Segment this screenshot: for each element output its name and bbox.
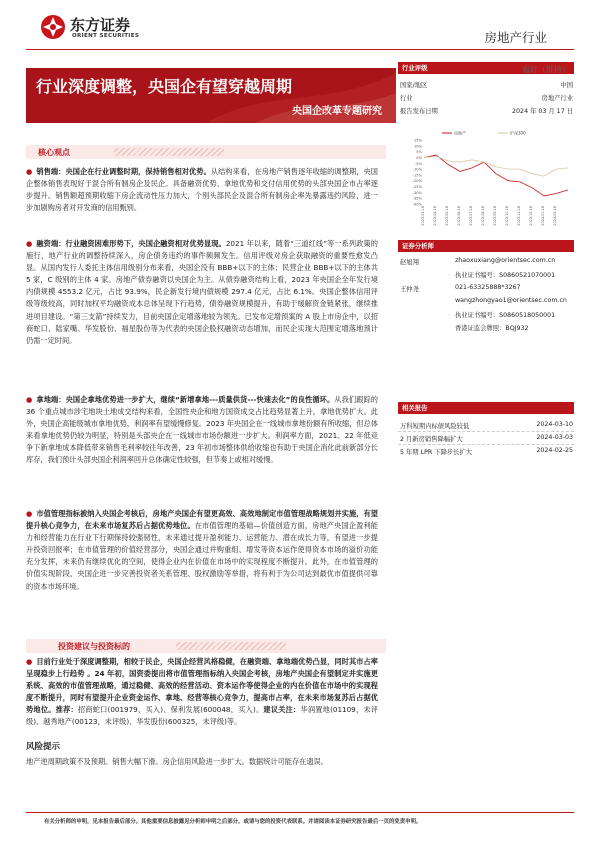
rating-value: 看好（维持） (522, 65, 570, 74)
logo-text-en: ORIENT SECURITIES (72, 33, 140, 39)
related-report-title[interactable]: 5 年期 LPR 下降步长扩大 (400, 449, 473, 456)
orient-securities-logo-icon (40, 14, 66, 40)
divider (398, 431, 574, 432)
analyst-email[interactable]: wangzhongyao1@orientsec.com.cn (455, 297, 567, 304)
bullet-lead: 拿地端：央国企拿地优势进一步扩大，继续“新增拿地---质量供货---快速去化”的良性循环。 (36, 395, 335, 404)
y-tick-label: -10% (412, 167, 422, 172)
x-tick-label: 2023-05-16 (445, 206, 449, 226)
investment-advice-label: 投资建议与投资标的 (58, 642, 130, 651)
investment-bullet (26, 656, 378, 729)
watch-label: 建议关注： (263, 705, 301, 715)
analyst-name: 王仲尧 (400, 286, 419, 293)
y-tick-label: 0% (416, 155, 422, 160)
core-bullet (26, 238, 378, 347)
x-tick-label: 2023-10-16 (505, 206, 509, 226)
analyst-license: 执业证书编号：S0860521070001 (455, 272, 556, 279)
report-title: 行业深度调整，央国企有望穿越周期 (36, 77, 293, 96)
recommend-label: 推荐： (55, 705, 78, 715)
report-subtitle: 央国企改革专题研究 (292, 106, 382, 117)
report-banner (26, 68, 396, 123)
investment-advice-head (26, 639, 386, 653)
bullet-lead: 融资端：行业融资困难形势下，央国企融资相对优势显现。 (36, 239, 226, 248)
bullet-body: 从结构来看，在房地产销售逐年收缩的调整期，央国企整体销售表现好于混合所有制房企及民企。具备融资优势、拿地优势和交付信用优势的头部央国企市占率逐步提升。销售额超预期收缩下房企流动性压力加大，个别头部民企及混合所有制房企率先暴露违约风险，进一步加剧购房者对开发商的信用甄别。 (26, 167, 378, 213)
related-report-title[interactable]: 2 月新房销售降幅扩大 (400, 436, 463, 443)
footer-divider (26, 812, 574, 813)
y-tick-label: 10% (414, 144, 422, 149)
bullet-body: 2021 年以来，随着“三道红线”等一系列政策的施行，地产行业的调整持续深入，房企债务违约的事件频频发生。信用评级对房企获取融资的重要性愈发凸显。从国内发行人委托主体信用级别分布来看，央国企没有 BBB+以下的主体；民营企业 BBB+以下的主体共 5 家，C 级别的主体 4 家。房地产债券融资以央国企为主。从债券融资结构上看，2023 年央国企全年发行境内债规模 4553.2 亿元，占比 93.9%，民企新发行境内债规模 297.4 亿元，占比 6.1%。央国企整体信用评级等级较高，同时加权平均融资成本总体呈现下行趋势，债券融资规模提升，有助于缓解资金链紧张，继续推进项目建设。“第三支箭”持续发力，目前央国企定增落地较为领先。已发布定增预案的 A 股上市房企中，以招商蛇口、陆家嘴、华发股份、福星股份等为代表的央国企股权融资动态增加，而民企实现大范围定增落地预计仍需一定时间。 (26, 239, 378, 345)
analyst-hk-license: 香港证监会牌照：BQJ932 (455, 325, 529, 332)
analyst-phone: 021-63325888*3267 (455, 284, 521, 291)
x-tick-label: 2023-04-16 (433, 206, 437, 226)
recommend-body: 招商蛇口(001979，买入)、保利发展(600048，买入)。 (77, 705, 264, 715)
rating-section-head: 行业评级 (398, 62, 574, 74)
x-tick-label: 2023-07-16 (469, 206, 473, 226)
divider (398, 444, 574, 445)
analyst-section-head: 证券分析师 (398, 240, 574, 252)
related-reports-head: 相关报告 (398, 402, 574, 414)
header-divider (26, 49, 574, 50)
related-report-date: 2024-02-25 (536, 447, 573, 454)
y-tick-label: -5% (415, 161, 422, 166)
bullet-body: 在市值管理的基础—价值创造方面，房地产央国企盈利能力和经营能力在行业下行期保持较强韧性，未来通过提升盈利能力、运营能力、潜在成长力等，有望进一步提升投资回报率；在市值管理的价值经营部分，央国企通过并购重组、增发等资本运作使得资本市场的溢价功能充分发挥，未来仍有继续优化的空间，使得企业内在价值在市场中的实现程度不断提升。此外，在市值管理的价值实现阶段，央国企进一步完善投资者关系管理、股权激励等举措，将有利于为公司达到最优市值提供可靠的资本市场环境。 (26, 521, 378, 591)
y-tick-label: -25% (412, 185, 422, 190)
risk-title: 风险提示 (26, 742, 61, 752)
rating-value-cell: 2024 年 03 月 17 日 (512, 108, 573, 115)
y-tick-label: -20% (412, 179, 422, 184)
investment-lead: 目前行业处于深度调整期，相较于民企，央国企经营风格稳健，在融资端、拿地端优势凸显，同时其市占率呈现稳步上行趋势 。24 年初，国资委提出将市值管理指标纳入央国企考核，房地产央国企有望制定并实施更系统、高效的市值管理战略，通过稳健、高效的经营活动、资本运作等使得企业的内在价值在市场中的实现程度不断提升，同时有望提升企业资金运作、拿地、经营等核心竞争力，提高市占率，在未来市场复苏后占据优势地位。 (26, 657, 378, 715)
related-report-title[interactable]: 万科短期内标债风险较低 (400, 423, 470, 430)
head-stripe-decoration (176, 642, 286, 650)
bullet-icon: ● (26, 239, 33, 248)
analyst-email[interactable]: zhaoxuxiang@orientsec.com.cn (455, 257, 556, 264)
footer-disclaimer: 有关分析师的申明，见本报告最后部分。其他重要信息披露见分析师申明之后部分，或请与您的投资代表联系。并请阅读本证券研究报告最后一页的免责申明。 (44, 819, 422, 825)
bullet-lead: 市值管理指标被纳入央国企考核后，房地产央国企有望更高效、高效地制定市值管理战略规划并实施，有望提升核心竞争力，在未来市场复苏后占据优势地位。 (26, 509, 378, 531)
legend-label: 沪深300 (510, 130, 526, 136)
x-tick-label: 2023-08-16 (481, 206, 485, 226)
core-view-label: 核心观点 (38, 148, 70, 157)
x-tick-label: 2023-06-16 (457, 206, 461, 226)
y-tick-label: -15% (412, 173, 422, 178)
core-view-head (26, 145, 386, 159)
y-tick-label: -30% (412, 190, 422, 195)
y-tick-label: -35% (412, 196, 422, 201)
logo-text-cn: 东方证券 (70, 16, 131, 34)
rating-key: 报告发布日期 (400, 108, 438, 115)
risk-text: 地产逆周期政策不及预期。销售大幅下滑。房企信用风险进一步扩大。数据统计可能存在遗误。 (26, 757, 328, 766)
bullet-icon: ● (26, 395, 33, 404)
related-report-date: 2024-03-10 (536, 421, 573, 428)
y-tick-label: 5% (416, 150, 422, 155)
watch-body: 华润置地(01109，未评级)、越秀地产(00123，未评级)、华发股份(600325，未评级)等。 (26, 705, 378, 727)
x-tick-label: 2023-09-16 (493, 206, 497, 226)
head-stripe-decoration (114, 148, 224, 156)
x-tick-label: 2024-02-16 (553, 206, 557, 226)
series-line (424, 156, 568, 176)
series-line (424, 155, 568, 196)
core-bullet (26, 166, 378, 214)
relative-performance-chart (398, 128, 574, 230)
y-tick-label: -40% (412, 202, 422, 207)
related-report-date: 2024-03-03 (536, 434, 573, 441)
x-tick-label: 2023-12-16 (529, 206, 533, 226)
x-tick-label: 2023-11-16 (517, 206, 521, 226)
rating-value-cell: 中国 (560, 82, 573, 89)
rating-value-cell: 房地产行业 (541, 95, 573, 102)
bullet-body: 从我们跟踪的 36 个重点城市涉宅地块土地成交结构来看，全国性央企和地方国资成交占比趋势显著上升，拿地优势扩大。此外，央国企高能级城市拿地优势，利润率有望缓慢修复。2023 年央国企在一线城市拿地份额有所收缩，但总体来看拿地优势仍较为明显，特别是头部央企在一线城市市场份额进一步扩大。利润率方面，2021、22 年低竞争下新拿地成本降低带来销售毛利率较往年改善，23 年初市场整体供给收缩也有助于央国企消化此前新部分长库存，我们预计头部央国企利润率回升总体确定性较强，但节奏上或相对缓慢。 (26, 395, 378, 465)
bullet-lead: 销售端：央国企在行业调整时期，保持销售相对优势。 (36, 167, 211, 176)
industry-tag: 房地产行业 (484, 30, 547, 45)
rating-key: 国家/地区 (400, 82, 428, 89)
legend-label: 房地产 (454, 130, 466, 136)
x-tick-label: 2024-01-16 (541, 206, 545, 226)
analyst-name: 赵旭翔 (400, 259, 419, 266)
bullet-icon: ● (26, 509, 33, 518)
bullet-icon: ● (26, 657, 33, 666)
core-bullet (26, 508, 378, 593)
x-tick-label: 2023-03-16 (421, 206, 425, 226)
analyst-license: 执业证书编号：S0860518050001 (455, 312, 556, 319)
bullet-icon: ● (26, 167, 33, 176)
y-tick-label: 15% (414, 138, 422, 143)
core-bullet (26, 394, 378, 467)
rating-key: 行业 (400, 95, 413, 102)
